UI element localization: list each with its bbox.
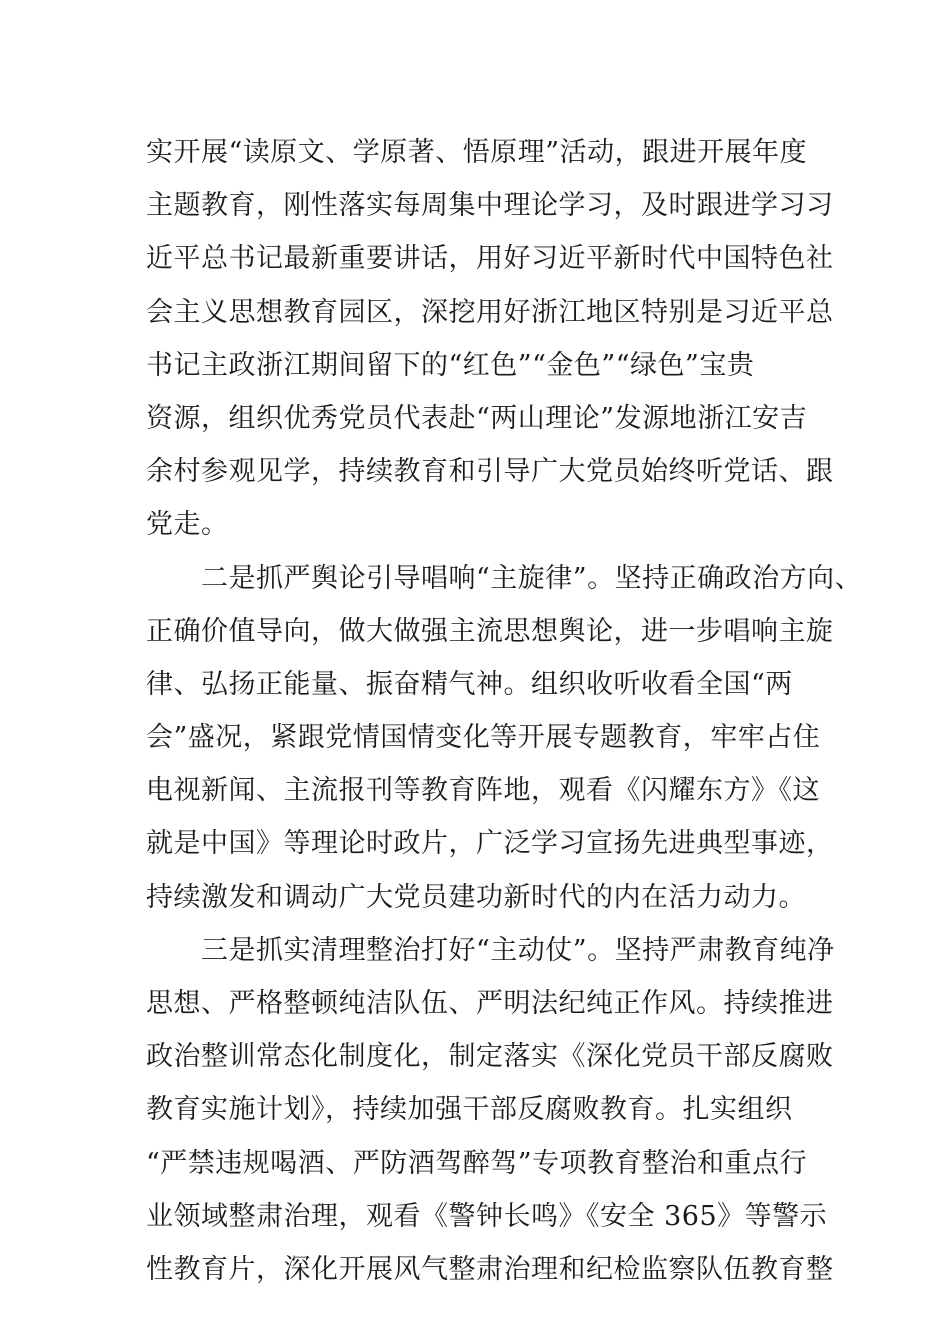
text-line: 电视新闻、主流报刊等教育阵地，观看《闪耀东方》《这 bbox=[146, 775, 820, 807]
text-line: 律、弘扬正能量、振奋精气神。组织收听收看全国“两 bbox=[146, 668, 793, 700]
text-line: 就是中国》等理论时政片，广泛学习宣扬先进典型事迹， bbox=[146, 828, 834, 860]
text-line: “严禁违规喝酒、严防酒驾醉驾”专项教育整治和重点行 bbox=[146, 1147, 808, 1179]
text-line: 实开展“读原文、学原著、悟原理”活动，跟进开展年度 bbox=[146, 137, 808, 168]
paragraph-start-line: 二是抓严舆论引导唱响“主旋律”。坚持正确政治方向、 bbox=[146, 562, 863, 594]
text-line: 会”盛况，紧跟党情国情变化等开展专题教育，牢牢占住 bbox=[146, 722, 821, 754]
text-line: 近平总书记最新重要讲话，用好习近平新时代中国特色社 bbox=[146, 243, 834, 275]
text-line: 业领域整肃治理，观看《警钟长鸣》《安全 365》等警示 bbox=[146, 1200, 828, 1232]
body-text bbox=[146, 126, 863, 1296]
text-line: 书记主政浙江期间留下的“红色”“金色”“绿色”宝贵 bbox=[146, 349, 755, 381]
text-line: 会主义思想教育园区，深挖用好浙江地区特别是习近平总 bbox=[146, 296, 834, 328]
text-line: 性教育片，深化开展风气整肃治理和纪检监察队伍教育整 bbox=[146, 1253, 834, 1285]
text-line: 正确价值导向，做大做强主流思想舆论，进一步唱响主旋 bbox=[146, 615, 834, 647]
text-line: 余村参观见学，持续教育和引导广大党员始终听党话、跟 bbox=[146, 456, 834, 488]
text-line: 思想、严格整顿纯洁队伍、严明法纪纯正作风。持续推进 bbox=[146, 988, 834, 1019]
text-line: 政治整训常态化制度化，制定落实《深化党员干部反腐败 bbox=[146, 1041, 834, 1073]
text-line: 持续激发和调动广大党员建功新时代的内在活力动力。 bbox=[146, 881, 806, 913]
text-line: 资源，组织优秀党员代表赴“两山理论”发源地浙江安吉 bbox=[146, 402, 808, 434]
text-line: 主题教育，刚性落实每周集中理论学习，及时跟进学习习 bbox=[146, 190, 834, 222]
paragraph-start-line: 三是抓实清理整治打好“主动仗”。坚持严肃教育纯净 bbox=[146, 934, 835, 966]
text-line: 教育实施计划》，持续加强干部反腐败教育。扎实组织 bbox=[146, 1094, 793, 1126]
text-line: 党走。 bbox=[146, 509, 229, 541]
